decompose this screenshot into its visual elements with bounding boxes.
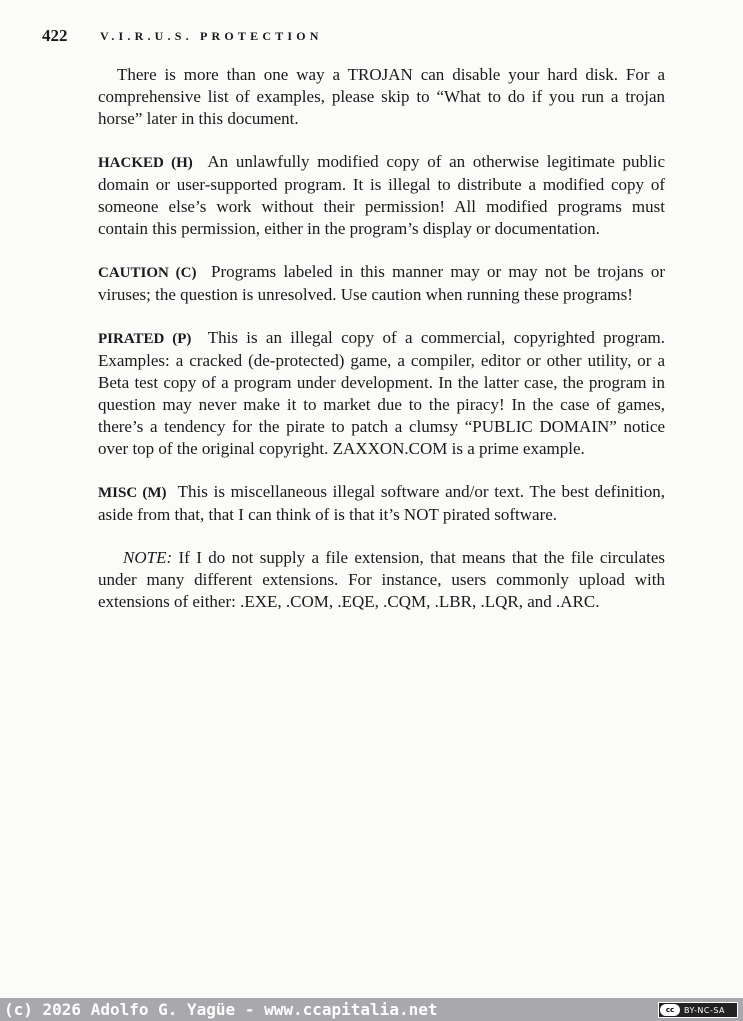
note-label: NOTE: <box>123 548 173 567</box>
page-number: 422 <box>42 26 68 45</box>
term-hacked: HACKED (H) <box>98 155 193 171</box>
definition-caution <box>98 261 665 306</box>
note-paragraph <box>98 547 665 613</box>
definition-text-hacked: An unlawfully modified copy of an otherwise legitimate public domain or user-supported program. It is illegal to distribute a modified copy of someone else’s work without their permission! All modified programs must contain this permission, either in the program’s display or documentation. <box>98 152 666 238</box>
term-pirated: PIRATED (P) <box>98 331 192 347</box>
footer-credit: (c) 2026 Adolfo G. Yagüe - www.ccapitalia.net <box>4 1000 438 1019</box>
note-text: If I do not supply a file extension, that means that the file circulates under many different extensions. For instance, users commonly upload with extensions of either: .EXE, .COM, .EQE, .CQM, .LBR, .LQR, and .ARC. <box>98 548 666 611</box>
definition-pirated <box>98 327 665 460</box>
definition-text-pirated: This is an illegal copy of a commercial, copyrighted program. Examples: a cracked (de-protected) game, a compiler, editor or other utility, or a Beta test copy of a program under development. In the latter case, the program in question may never make it to market due to the piracy! In the case of games, there’s a tendency for the pirate to patch a clumsy “PUBLIC DOMAIN” notice over top of the original copyright. ZAXXON.COM is a prime example. <box>98 328 665 458</box>
running-head: V.I.R.U.S. PROTECTION <box>100 29 323 43</box>
definition-misc <box>98 481 665 526</box>
definition-hacked <box>98 151 665 240</box>
cc-logo-icon: cc <box>660 1004 680 1016</box>
term-misc: MISC (M) <box>98 485 167 501</box>
body-text <box>98 64 665 634</box>
license-text: BY-NC-SA <box>684 1005 726 1015</box>
intro-paragraph: There is more than one way a TROJAN can disable your hard disk. For a comprehensive list of examples, please skip to “What to do if you run a trojan horse” later in this document. <box>98 65 665 128</box>
term-caution: CAUTION (C) <box>98 265 197 281</box>
definition-text-caution: Programs labeled in this manner may or may not be trojans or viruses; the question is unresolved. Use caution when running these programs! <box>98 262 665 304</box>
definition-text-misc: This is miscellaneous illegal software and/or text. The best definition, aside from that, that I can think of is that it’s NOT pirated software. <box>98 482 665 524</box>
license-badge[interactable] <box>658 1002 738 1018</box>
footer-bar <box>0 998 743 1021</box>
